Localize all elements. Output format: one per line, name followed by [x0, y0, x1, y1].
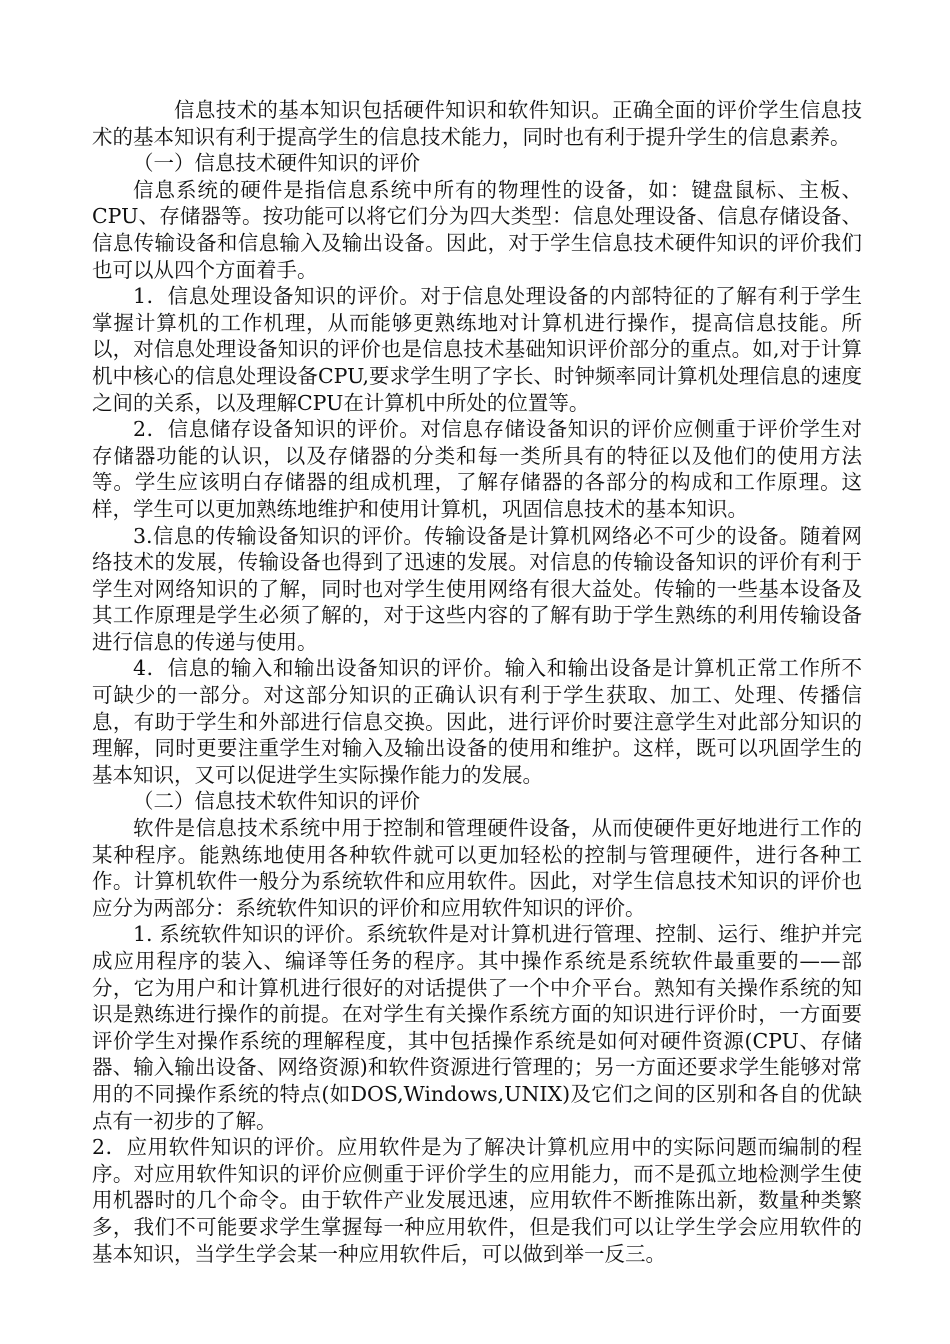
- hardware-overview-paragraph: 信息系统的硬件是指信息系统中所有的物理性的设备，如：键盘鼠标、主板、CPU、存储器等。按功能可以将它们分为四大类型：信息处理设备、信息存储设备、信息传输设备和信息输入及输出设备。因此，对于学生信息技术硬件知识的评价我们也可以从四个方面着手。: [92, 177, 862, 282]
- transmission-device-paragraph: 3.信息的传输设备知识的评价。传输设备是计算机网络必不可少的设备。随着网络技术的发展，传输设备也得到了迅速的发展。对信息的传输设备知识的评价有利于学生对网络知识的了解，同时也对学生使用网络有很大益处。传输的一些基本设备及其工作原理是学生必须了解的，对于这些内容的了解有助于学生熟练的利用传输设备进行信息的传递与使用。: [92, 523, 862, 654]
- io-device-paragraph: 4．信息的输入和输出设备知识的评价。输入和输出设备是计算机正常工作所不可缺少的一部分。对这部分知识的正确认识有利于学生获取、加工、处理、传播信息，有助于学生和外部进行信息交换。因此，进行评价时要注意学生对此部分知识的理解，同时更要注重学生对输入及输出设备的使用和维护。这样，既可以巩固学生的基本知识，又可以促进学生实际操作能力的发展。: [92, 656, 862, 787]
- storage-device-paragraph: 2．信息储存设备知识的评价。对信息存储设备知识的评价应侧重于评价学生对存储器功能的认识，以及存储器的分类和每一类所具有的特征以及他们的使用方法等。学生应该明白存储器的组成机理，了解存储器的各部分的构成和工作原理。这样，学生可以更加熟练地维护和使用计算机，巩固信息技术的基本知识。: [92, 417, 862, 521]
- processing-device-paragraph: 1．信息处理设备知识的评价。对于信息处理设备的内部特征的了解有利于学生掌握计算机的工作机理，从而能够更熟练地对计算机进行操作，提高信息技能。所以，对信息处理设备知识的评价也是信息技术基础知识评价部分的重点。如,对于计算机中核心的信息处理设备CPU,要求学生明了字长、时钟频率同计算机处理信息的速度之间的关系，以及理解CPU在计算机中所处的位置等。: [92, 284, 862, 415]
- system-software-paragraph: 1. 系统软件知识的评价。系统软件是对计算机进行管理、控制、运行、维护并完成应用程序的装入、编译等任务的程序。其中操作系统是系统软件最重要的——部分，它为用户和计算机进行很好的对话提供了一个中介平台。熟知有关操作系统的知识是熟练进行操作的前提。在对学生有关操作系统方面的知识进行评价时，一方面要评价学生对操作系统的理解程度，其中包括操作系统是如何对硬件资源(CPU、存储器、输入输出设备、网络资源)和软件资源进行管理的；另一方面还要求学生能够对常用的不同操作系统的特点(如DOS,Windows,UNIX)及它们之间的区别和各自的优缺点有一初步的了解。: [92, 922, 862, 1133]
- section-heading-hardware: （一）信息技术硬件知识的评价: [133, 151, 420, 176]
- application-software-paragraph: 2．应用软件知识的评价。应用软件是为了解决计算机应用中的实际问题而编制的程序。对应用软件知识的评价应侧重于评价学生的应用能力，而不是孤立地检测学生使用机器时的几个命令。由于软件产业发展迅速，应用软件不断推陈出新，数量种类繁多，我们不可能要求学生掌握每一种应用软件，但是我们可以让学生学会应用软件的基本知识，当学生学会某一种应用软件后，可以做到举一反三。: [92, 1135, 862, 1266]
- software-overview-paragraph: 软件是信息技术系统中用于控制和管理硬件设备，从而使硬件更好地进行工作的某种程序。能熟练地使用各种软件就可以更加轻松的控制与管理硬件，进行各种工作。计算机软件一般分为系统软件和应用软件。因此，对学生信息技术知识的评价也应分为两部分：系统软件知识的评价和应用软件知识的评价。: [92, 816, 862, 920]
- section-heading-software: （二）信息技术软件知识的评价: [133, 789, 420, 814]
- intro-paragraph: 信息技术的基本知识包括硬件知识和软件知识。正确全面的评价学生信息技术的基本知识有利于提高学生的信息技术能力，同时也有利于提升学生的信息素养。: [92, 98, 862, 149]
- document-body: [92, 97, 862, 1267]
